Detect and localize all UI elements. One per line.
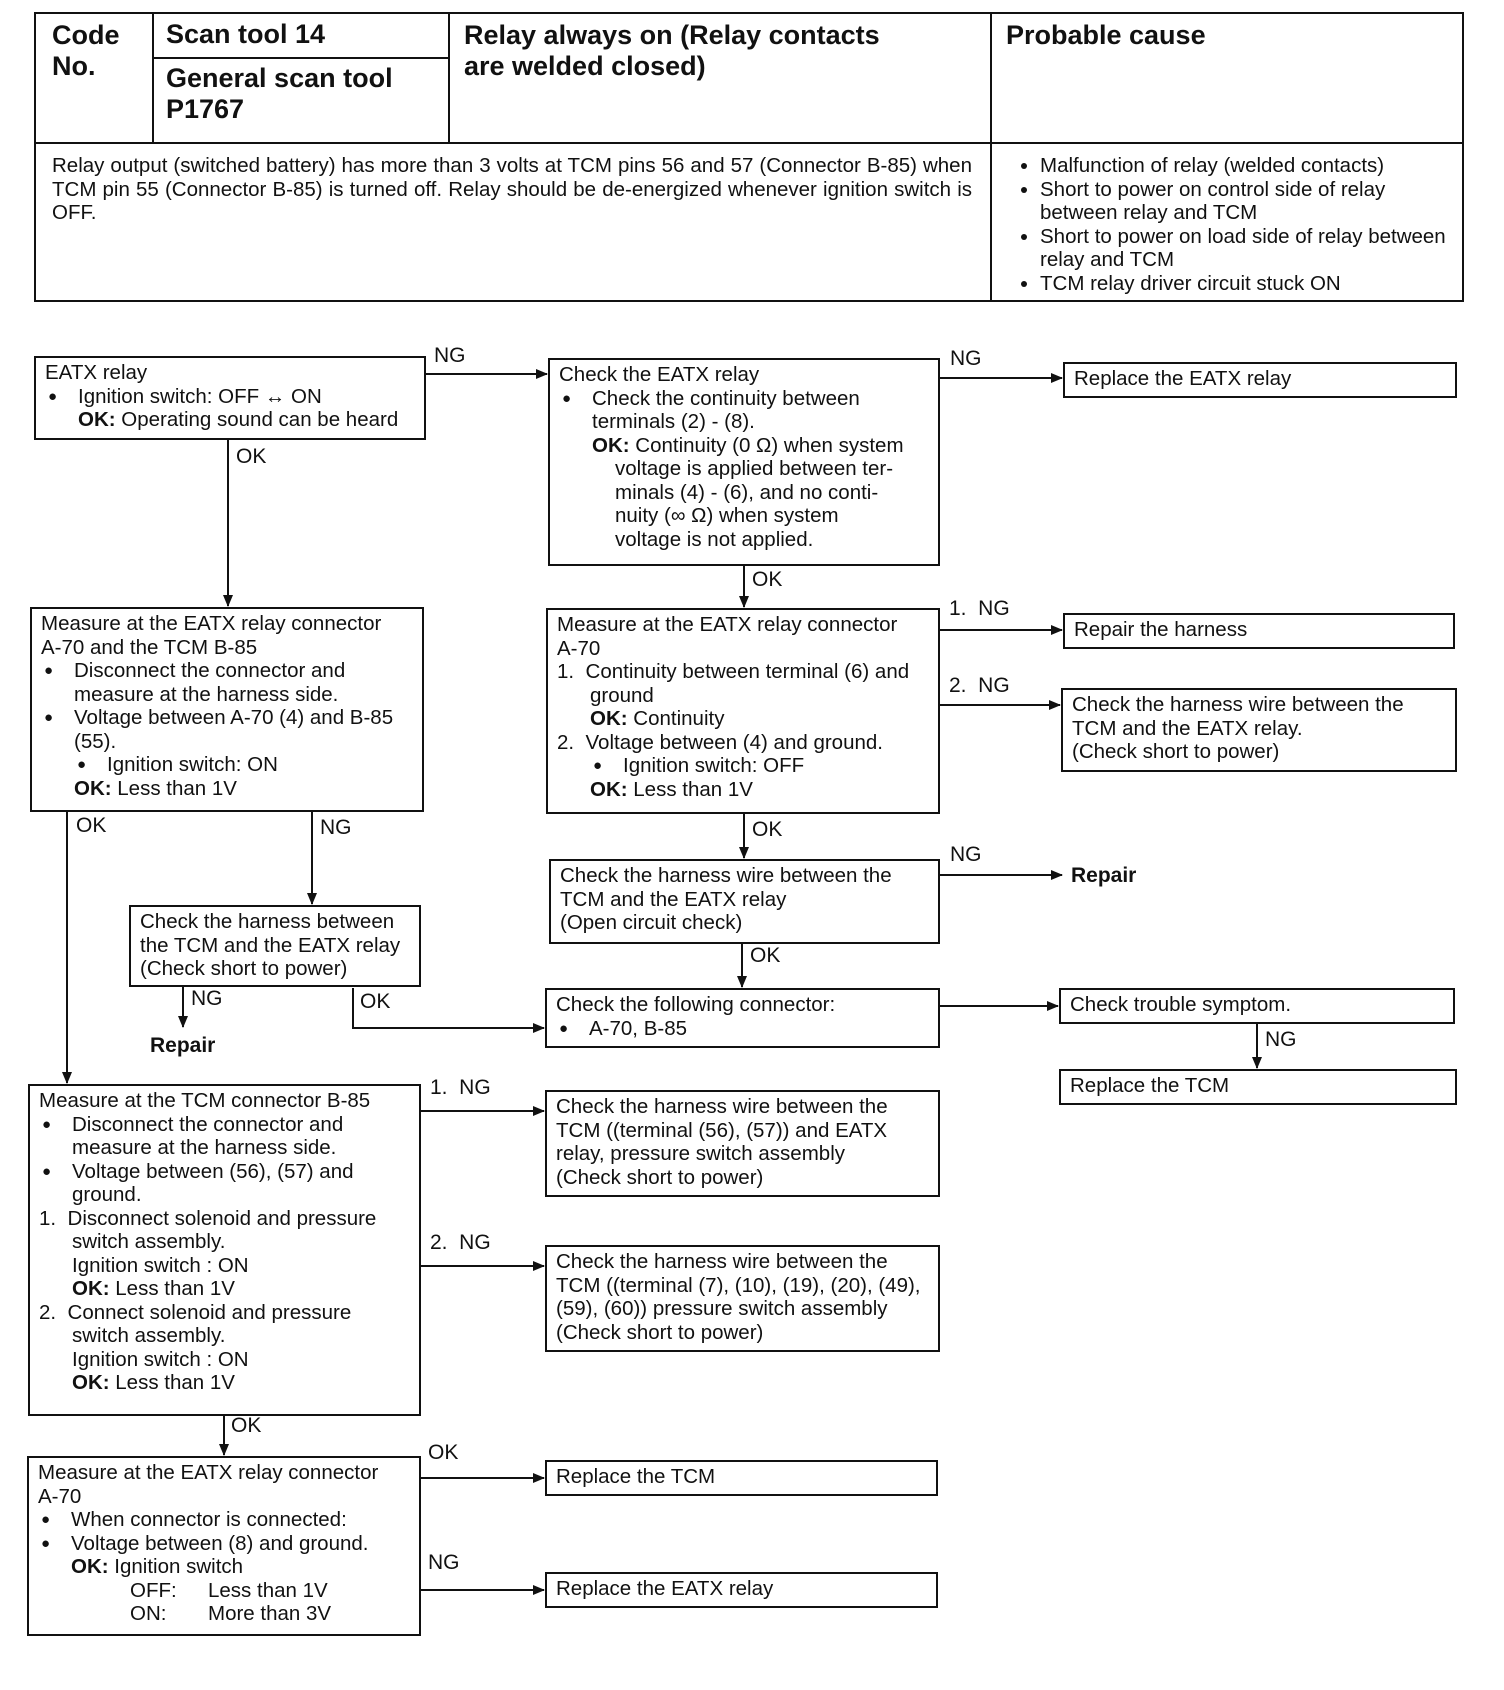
box-title: Measure at the TCM connector B-85 [39, 1089, 371, 1112]
label-ok: OK [76, 814, 107, 837]
ok-label: OK: [592, 433, 630, 457]
box-replace-tcm-right [1059, 1069, 1457, 1105]
probable-cause-label: Probable cause [1006, 20, 1206, 50]
box-title: Measure at the EATX relay connector [41, 612, 382, 635]
ok-value: Less than 1V [115, 1277, 235, 1300]
label-ng: NG [428, 1551, 460, 1574]
ok-label: OK: [74, 776, 112, 800]
box-measure-relay-connector-a70 [546, 608, 940, 814]
step-number: 2. [557, 730, 575, 754]
box-line: measure at the harness side. [72, 1136, 337, 1159]
box-bullet: ● Voltage between A-70 (4) and B-85 [41, 706, 413, 730]
step-text: Connect solenoid and pressure [67, 1300, 352, 1324]
box-line: terminals (2) - (8). [592, 410, 755, 433]
label-ng1: 1. NG [430, 1076, 491, 1099]
box-check-harness-short [1061, 688, 1457, 772]
label-ok: OK [752, 568, 783, 591]
box-check-harness-open [549, 859, 940, 944]
box-check-connector [545, 988, 940, 1048]
box-check-eatx-relay [548, 358, 940, 566]
box-line: switch assembly. [72, 1230, 226, 1253]
box-title: Replace the EATX relay [1074, 367, 1292, 390]
label-ok: OK [360, 990, 391, 1013]
box-bullet: ● Check the continuity between [559, 387, 929, 411]
box-title: Check the harness between [140, 910, 395, 933]
label-ng: NG [191, 987, 223, 1010]
box-line: (59), (60)) pressure switch assembly [556, 1297, 888, 1320]
state-value: Less than 1V [208, 1578, 328, 1602]
step-text: Voltage between (4) and ground. [585, 730, 883, 754]
ok-label: OK: [590, 707, 628, 730]
state-value: More than 3V [208, 1602, 332, 1625]
label-ok: OK [236, 445, 267, 468]
description-text: Relay output (switched battery) has more than 3 volts at TCM pins 56 and 57 (Connector B-85) when TCM pin 55 (Connector B-85) is turned off. Relay should be de-energized whenever ignition switch is OFF. [52, 154, 972, 224]
ok-label: OK: [590, 777, 628, 801]
box-replace-eatx-relay-bottom [545, 1572, 938, 1608]
box-bullet: ● Voltage between (8) and ground. [38, 1532, 410, 1556]
label-ng2: 2. NG [949, 674, 1010, 697]
cause-item: • Short to power on control side of relay between relay and TCM [1040, 178, 1450, 225]
box-line: minals (4) - (6), and no conti- [615, 480, 879, 504]
ok-value: Less than 1V [117, 776, 237, 800]
ok-value: Ignition switch [114, 1555, 244, 1578]
code-no-label: Code No. [52, 20, 120, 81]
box-line: TCM ((terminal (7), (10), (19), (20), (49), [556, 1273, 921, 1297]
box-title: Check trouble symptom. [1070, 993, 1292, 1016]
box-line: the TCM and the EATX relay [140, 933, 401, 957]
label-ng: NG [434, 344, 466, 367]
repair-label-left: Repair [150, 1034, 216, 1057]
cause-item: • TCM relay driver circuit stuck ON [1040, 272, 1450, 296]
repair-label-right: Repair [1071, 864, 1137, 887]
box-line: A-70 and the TCM B-85 [41, 635, 258, 659]
box-title: Replace the TCM [1070, 1074, 1230, 1097]
ok-value: Less than 1V [633, 777, 753, 801]
box-line: TCM and the EATX relay [560, 887, 787, 911]
step-number: 2. [39, 1300, 57, 1324]
box-line: TCM ((terminal (56), (57)) and EATX [556, 1118, 888, 1142]
box-line: (Check short to power) [556, 1320, 764, 1344]
label-ng1: 1. NG [949, 597, 1010, 620]
label-ng: NG [320, 816, 352, 839]
box-line: (Check short to power) [140, 957, 348, 980]
box-line: Ignition switch : ON [72, 1253, 249, 1277]
box-check-harness-pressure-switch [545, 1245, 940, 1352]
ok-value: Less than 1V [115, 1371, 235, 1394]
box-line: voltage is applied between ter- [615, 457, 894, 480]
step-text: Disconnect solenoid and pressure [67, 1206, 377, 1230]
box-line: ground [590, 683, 654, 707]
box-replace-eatx-relay [1063, 362, 1457, 398]
ok-label: OK: [72, 1371, 110, 1394]
box-title: EATX relay [45, 361, 148, 384]
step-number: 1. [39, 1206, 57, 1230]
box-title: Check the EATX relay [559, 363, 760, 386]
box-line: TCM and the EATX relay. [1072, 716, 1303, 740]
box-bullet: ● A-70, B-85 [556, 1017, 929, 1041]
box-check-harness-tcm-56-57 [545, 1090, 940, 1197]
ok-label: OK: [78, 408, 116, 431]
box-line: nuity (∞ Ω) when system [615, 504, 839, 527]
box-title: Check the harness wire between the [556, 1250, 888, 1273]
box-line: switch assembly. [72, 1324, 226, 1347]
box-title: Check the harness wire between the [556, 1095, 888, 1118]
box-check-trouble-symptom [1059, 988, 1455, 1024]
box-line: A-70 [557, 636, 601, 660]
box-line: voltage is not applied. [615, 527, 814, 551]
box-measure-relay-connector-voltage [27, 1456, 421, 1636]
box-bullet: ● Ignition switch: OFF ↔ ON [45, 385, 415, 409]
label-ok: OK [231, 1414, 262, 1437]
ok-label: OK: [72, 1277, 110, 1300]
label-ng: NG [950, 843, 982, 866]
ok-value: Operating sound can be heard [121, 408, 399, 431]
step-number: 1. [557, 660, 575, 683]
page-title: Relay always on (Relay contacts are welded closed) [464, 20, 880, 81]
step-text: Continuity between terminal (6) and [585, 660, 910, 683]
label-ng2: 2. NG [430, 1231, 491, 1254]
box-line: ground. [72, 1183, 142, 1206]
label-ok: OK [752, 818, 783, 841]
box-title: Check the harness wire between the [560, 864, 892, 887]
box-title: Measure at the EATX relay connector [38, 1461, 379, 1484]
box-eatx-relay-check [34, 356, 426, 440]
scan-tool-14-label: Scan tool 14 [166, 19, 326, 49]
box-bullet: ● When connector is connected: [38, 1508, 410, 1532]
box-measure-tcm-connector-b85 [28, 1084, 421, 1416]
box-line: relay, pressure switch assembly [556, 1142, 845, 1165]
box-title: Check the following connector: [556, 993, 836, 1016]
box-line: A-70 [38, 1484, 82, 1508]
box-line: measure at the harness side. [74, 682, 339, 706]
ok-value: Continuity [633, 707, 725, 730]
state-label: OFF: [130, 1578, 177, 1602]
label-ng: NG [950, 347, 982, 370]
box-title: Replace the TCM [556, 1465, 716, 1488]
box-line: Ignition switch : ON [72, 1347, 249, 1371]
box-line: (Open circuit check) [560, 911, 743, 934]
box-title: Repair the harness [1074, 618, 1248, 641]
box-replace-tcm [545, 1460, 938, 1496]
box-title: Replace the EATX relay [556, 1577, 774, 1600]
box-line: (55). [74, 729, 117, 753]
box-title: Measure at the EATX relay connector [557, 613, 898, 636]
box-bullet: ● Disconnect the connector and [39, 1113, 410, 1137]
cause-item: • Short to power on load side of relay between relay and TCM [1040, 225, 1450, 272]
box-repair-harness [1063, 613, 1455, 649]
box-line: (Check short to power) [556, 1165, 764, 1189]
box-bullet: ● Voltage between (56), (57) and [39, 1160, 410, 1184]
ok-label: OK: [71, 1555, 109, 1578]
state-label: ON: [130, 1602, 167, 1625]
box-check-harness-tcm-relay [129, 905, 421, 987]
cause-item: • Malfunction of relay (welded contacts) [1040, 154, 1450, 178]
box-title: Check the harness wire between the [1072, 693, 1404, 716]
ok-value: Continuity (0 Ω) when system [635, 433, 904, 457]
box-measure-relay-and-tcm [30, 607, 424, 812]
box-bullet: ● Ignition switch: ON [41, 753, 413, 777]
label-ng: NG [1265, 1028, 1297, 1051]
box-line: (Check short to power) [1072, 740, 1280, 763]
label-ok: OK [750, 944, 781, 967]
label-ok: OK [428, 1441, 459, 1464]
box-bullet: ● Disconnect the connector and [41, 659, 413, 683]
box-bullet: ● Ignition switch: OFF [557, 754, 929, 778]
general-scan-tool-label: General scan tool P1767 [166, 63, 393, 124]
